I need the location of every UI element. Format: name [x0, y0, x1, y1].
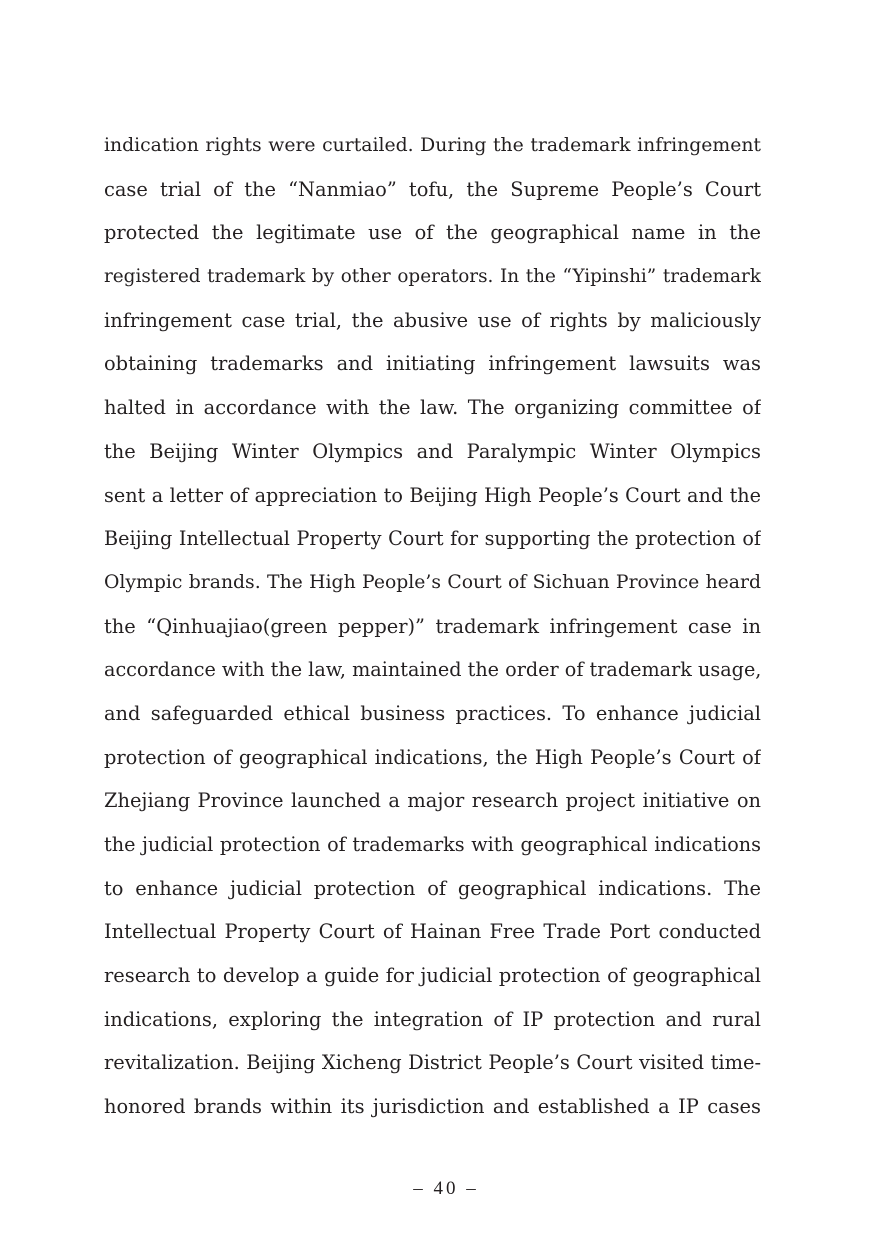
text-line-11: Olympic brands. The High People’s Court of Sichuan Province heard	[104, 571, 761, 593]
text-line-9: sent a letter of appreciation to Beijing High People’s Court and the	[104, 483, 761, 507]
text-line-12: the “Qinhuajiao(green pepper)” trademark infringement case in	[104, 614, 761, 638]
text-line-5: infringement case trial, the abusive use of rights by maliciously	[104, 308, 761, 332]
text-line-15: protection of geographical indications, the High People’s Court of	[104, 745, 761, 769]
text-line-4: registered trademark by other operators. In the “Yipinshi” trademark	[104, 266, 761, 288]
text-line-14: and safeguarded ethical business practices. To enhance judicial	[104, 701, 761, 725]
text-line-8: the Beijing Winter Olympics and Paralympic Winter Olympics	[104, 439, 761, 463]
text-line-10: Beijing Intellectual Property Court for supporting the protection of	[104, 527, 761, 551]
text-line-23: honored brands within its jurisdiction and established a IP cases	[104, 1095, 761, 1119]
text-line-1: indication rights were curtailed. During the trademark infringement	[104, 135, 761, 156]
text-line-13: accordance with the law, maintained the order of trademark usage,	[104, 658, 761, 682]
text-line-20: research to develop a guide for judicial protection of geographical	[104, 964, 761, 988]
text-line-17: the judicial protection of trademarks with geographical indications	[104, 833, 761, 856]
text-line-19: Intellectual Property Court of Hainan Free Trade Port conducted	[104, 920, 761, 944]
text-line-2: case trial of the “Nanmiao” tofu, the Supreme People’s Court	[104, 177, 761, 201]
text-line-21: indications, exploring the integration of IP protection and rural	[104, 1007, 761, 1031]
text-line-3: protected the legitimate use of the geographical name in the	[104, 221, 761, 245]
text-line-22: revitalization. Beijing Xicheng District People’s Court visited time-	[104, 1051, 761, 1075]
body-text	[104, 124, 761, 1129]
text-line-16: Zhejiang Province launched a major research project initiative on	[104, 789, 761, 813]
text-line-18: to enhance judicial protection of geographical indications. The	[104, 876, 761, 900]
page-number: – 40 –	[413, 1178, 479, 1199]
text-line-7: halted in accordance with the law. The organizing committee of	[104, 396, 761, 420]
text-line-6: obtaining trademarks and initiating infringement lawsuits was	[104, 352, 761, 376]
